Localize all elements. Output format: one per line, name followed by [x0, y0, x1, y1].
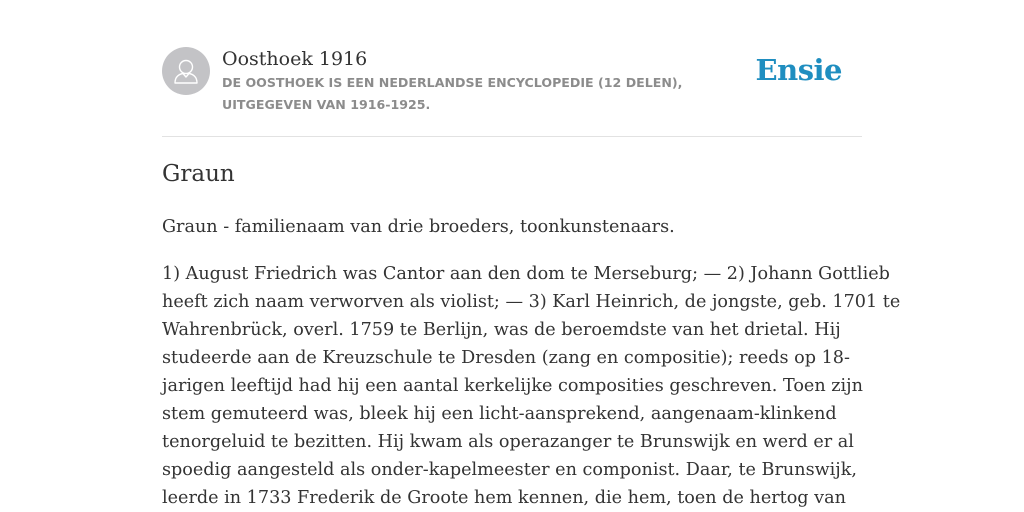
- body-line: leerde in 1733 Frederik de Groote hem kennen, die hem, toen de hertog van: [162, 488, 846, 508]
- source-description: DE OOSTHOEK IS EEN NEDERLANDSE ENCYCLOPEDIE (12 DELEN), UITGEGEVEN VAN 1916-1925.: [222, 75, 683, 112]
- body-line: Wahrenbrück, overl. 1759 te Berlijn, was de beroemdste van het drietal. Hij: [162, 320, 841, 340]
- body-line: studeerde aan de Kreuzschule te Dresden (zang en compositie); reeds op 18-: [162, 348, 850, 368]
- user-icon: [162, 47, 210, 95]
- source-header: [162, 44, 862, 137]
- body-line: 1) August Friedrich was Cantor aan den dom te Merseburg; — 2) Johann Gottlieb: [162, 264, 890, 284]
- brand-logo[interactable]: Ensie: [755, 53, 842, 87]
- body-line: tenorgeluid te bezitten. Hij kwam als operazanger te Brunswijk en werd er al: [162, 432, 854, 452]
- article-lead: Graun - familienaam van drie broeders, toonkunstenaars.: [162, 217, 675, 237]
- body-line: stem gemuteerd was, bleek hij een licht-aansprekend, aangenaam-klinkend: [162, 404, 837, 424]
- body-line: jarigen leeftijd had hij een aantal kerkelijke composities geschreven. Toen zijn: [162, 376, 863, 396]
- article-title: Graun: [162, 161, 235, 187]
- body-line: heeft zich naam verworven als violist; — 3) Karl Heinrich, de jongste, geb. 1701 te: [162, 292, 901, 312]
- body-line: spoedig aangesteld als onder-kapelmeester en componist. Daar, te Brunswijk,: [162, 460, 857, 480]
- article: [162, 156, 901, 512]
- article-body: [162, 260, 901, 512]
- avatar[interactable]: [162, 47, 210, 95]
- source-name[interactable]: Oosthoek 1916: [222, 48, 368, 70]
